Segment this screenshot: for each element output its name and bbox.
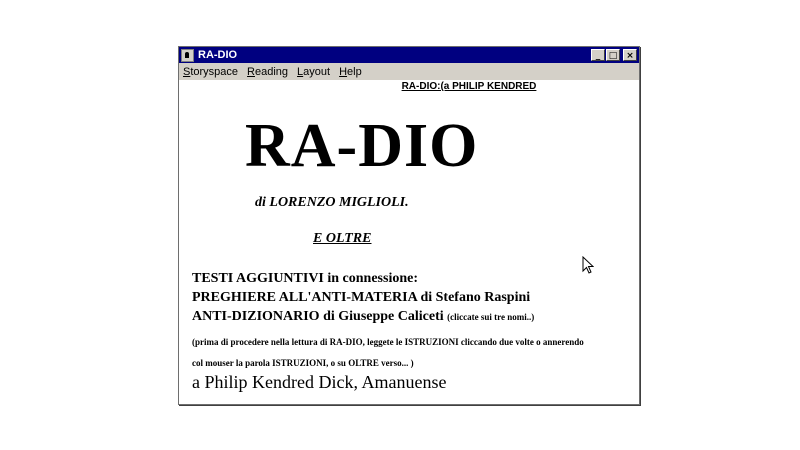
menu-layout-label: ayout	[303, 65, 331, 78]
preghiere-line[interactable]: PREGHIERE ALL'ANTI-MATERIA di Stefano Raspini	[192, 290, 531, 305]
author-line: di LORENZO MIGLIOLI.	[255, 195, 409, 210]
instructions-note-line1: (prima di procedere nella lettura di RA-DIO, leggete le ISTRUZIONI cliccando due volte o annerendo	[192, 337, 584, 347]
menu-reading-label: eading	[255, 65, 289, 78]
window-title: RA-DIO	[198, 49, 238, 61]
app-icon[interactable]	[181, 49, 194, 62]
anti-dizionario-link[interactable]: ANTI-DIZIONARIO di Giuseppe Caliceti	[192, 309, 444, 324]
clicca-note: (cliccate sui tre nomi..)	[447, 312, 535, 322]
page-header: RA-DIO:(a PHILIP KENDRED	[401, 81, 537, 92]
app-window	[178, 46, 640, 405]
menu-bar	[179, 63, 639, 81]
menu-layout[interactable]	[297, 66, 330, 78]
anti-dizionario-line	[192, 309, 534, 325]
close-button[interactable]: ×	[623, 49, 637, 61]
title-bar[interactable]	[179, 47, 639, 63]
menu-reading[interactable]	[247, 66, 288, 78]
big-title: RA-DIO	[245, 112, 479, 180]
dedication: a Philip Kendred Dick, Amanuense	[192, 372, 447, 392]
testi-aggiuntivi-line: TESTI AGGIUNTIVI in connessione:	[192, 271, 419, 286]
menu-help-label: elp	[347, 65, 362, 78]
menu-help[interactable]	[339, 66, 362, 78]
menu-reading-mnemonic: R	[247, 65, 255, 78]
menu-storyspace[interactable]	[183, 66, 238, 78]
instructions-note-line2: col mouser la parola ISTRUZIONI, o su OLTRE verso... )	[192, 358, 414, 368]
menu-help-mnemonic: H	[339, 65, 348, 78]
minimize-button[interactable]: _	[591, 49, 605, 61]
menu-storyspace-mnemonic: S	[183, 65, 191, 78]
window-controls	[591, 49, 637, 61]
menu-layout-mnemonic: L	[297, 65, 304, 78]
e-oltre-link[interactable]: E OLTRE	[313, 231, 372, 246]
mouse-pointer-icon	[582, 256, 594, 274]
document-content	[179, 81, 639, 403]
menu-storyspace-label: toryspace	[190, 65, 239, 78]
maximize-button[interactable]: □	[606, 49, 620, 61]
